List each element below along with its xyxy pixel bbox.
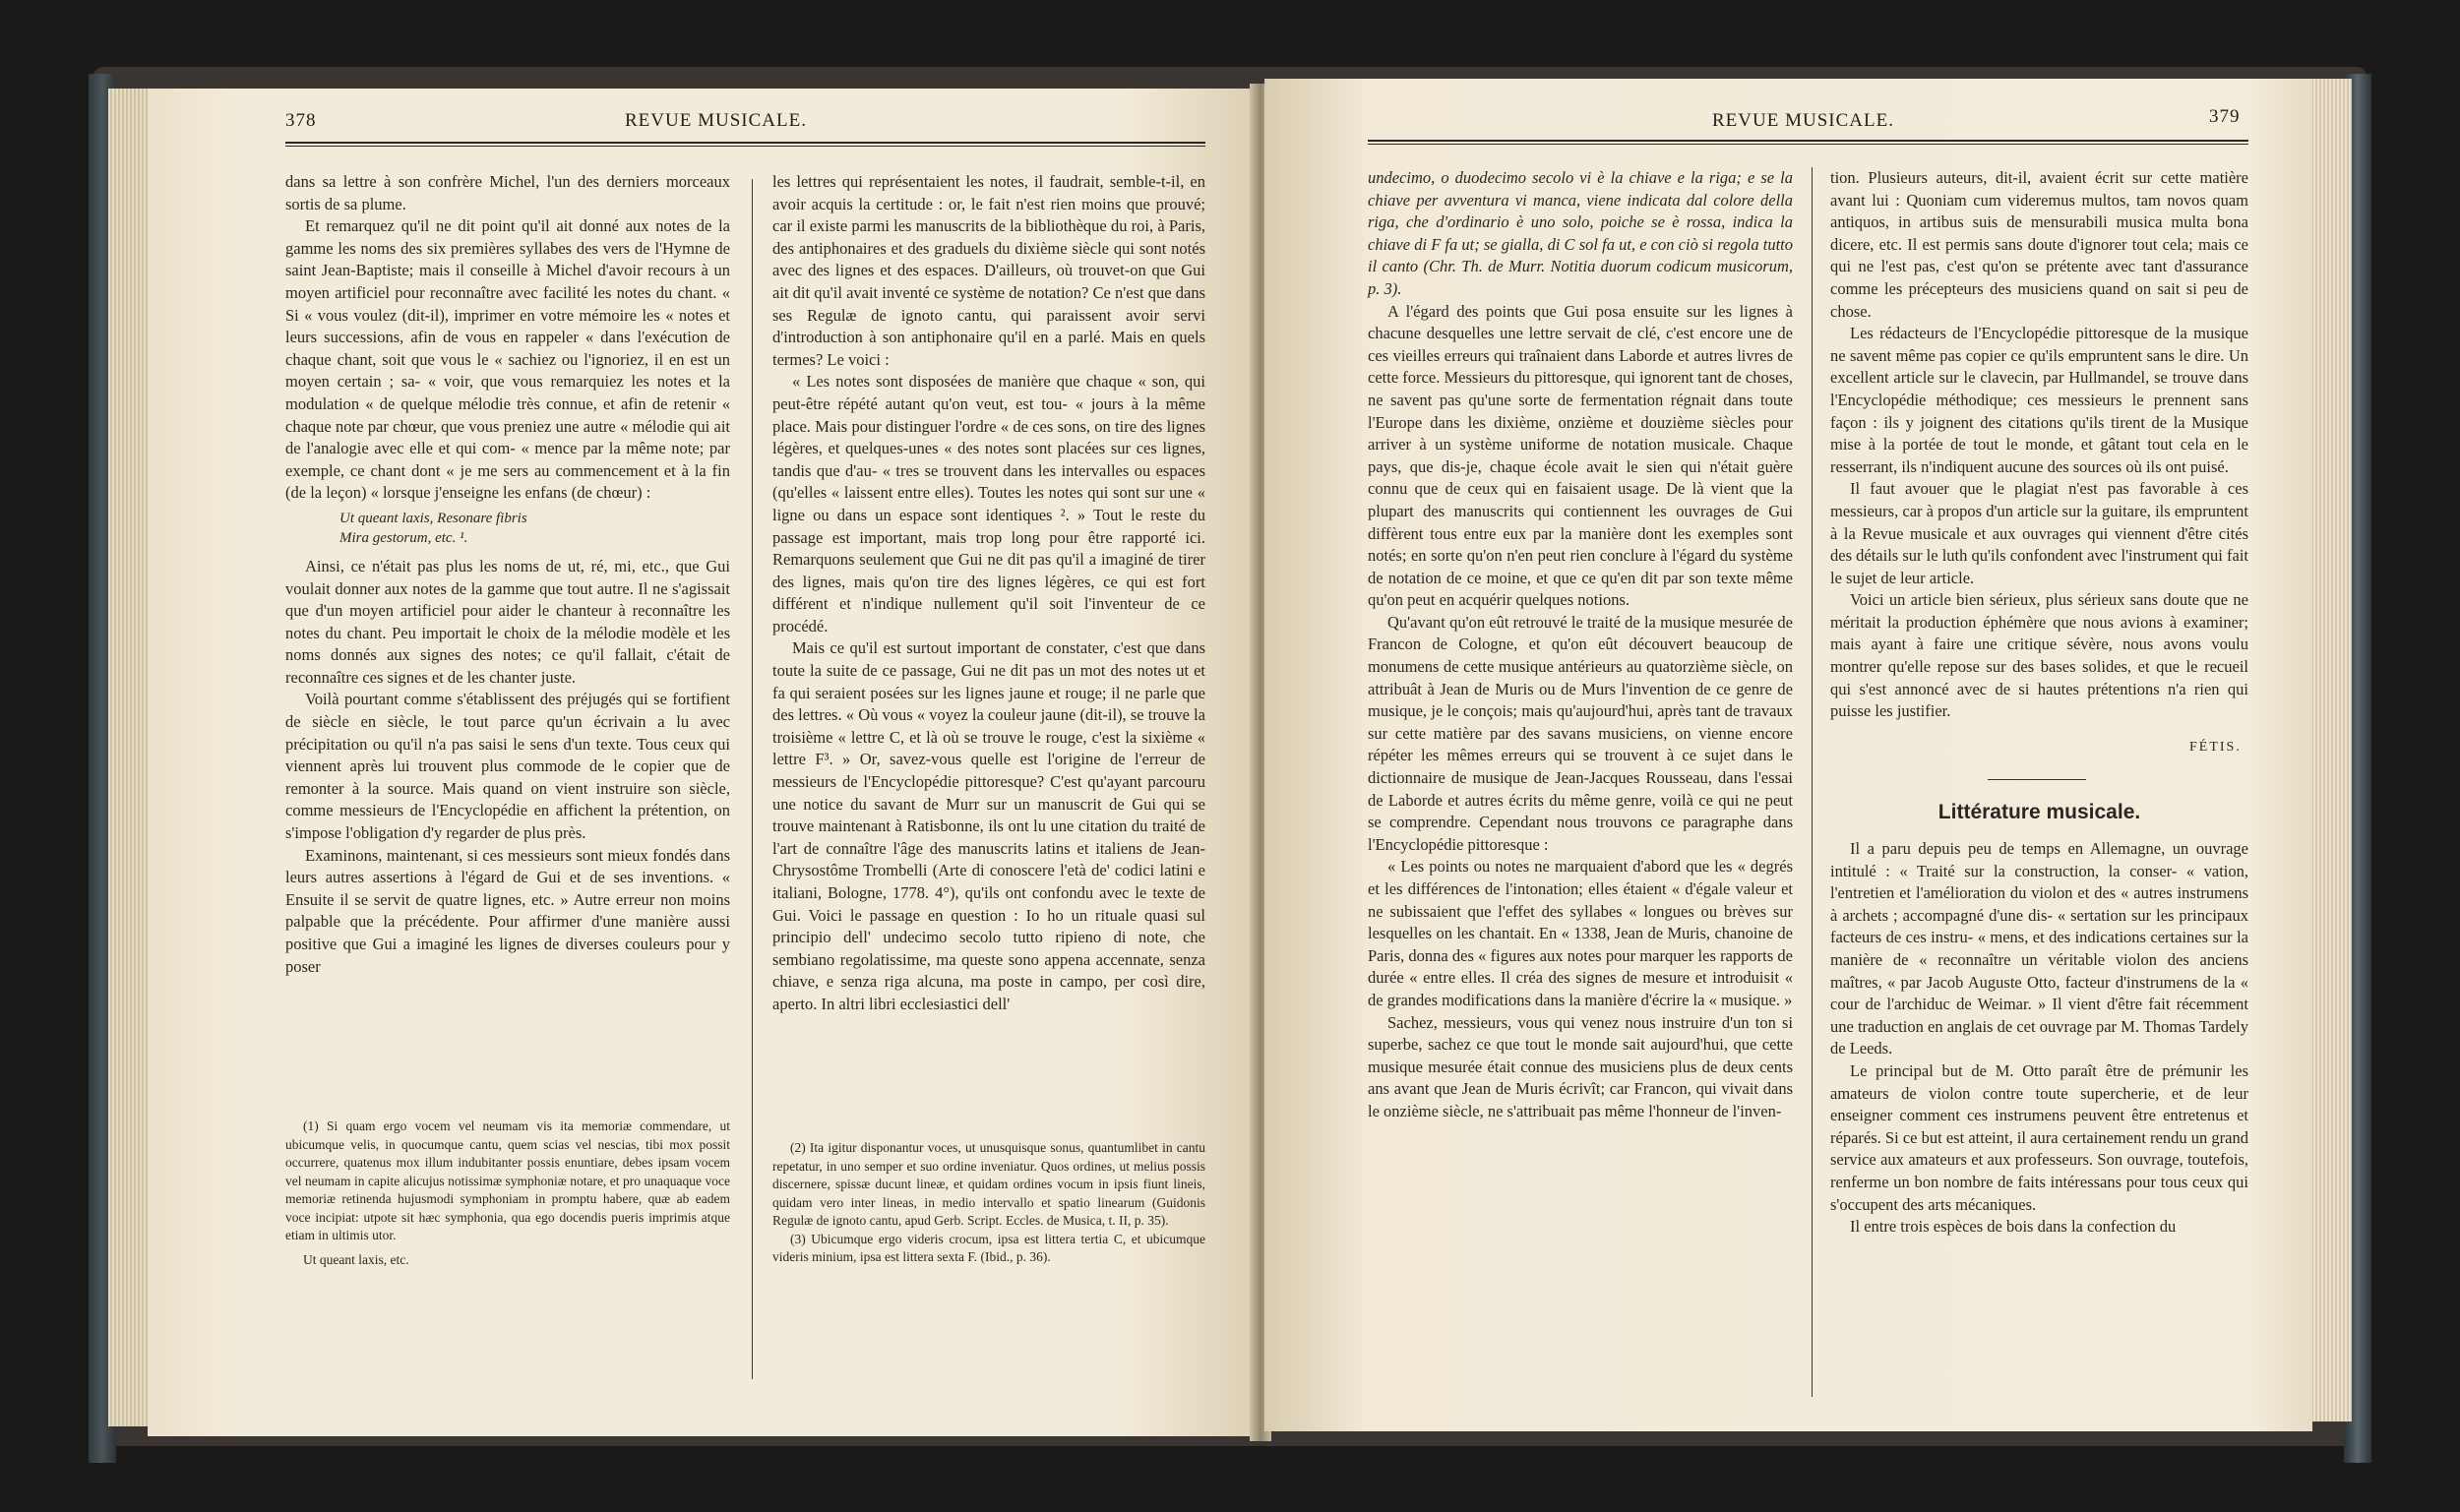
paragraph: les lettres qui représentaient les notes, il faudrait, semble-t-il, en avoir acquis la certitude : or, le fait n'est rien moins que prouvé; car il existe parmi les manuscrits de la bibliothèque du roi, à Paris, des antiphonaires et des graduels du dixième siècle qui sont notés avec des lignes et des espaces. D'ailleurs, où trouvet-on que Gui ait dit qu'il avait inventé ce système de notation? Ce n'est que dans ses Regulæ de ignoto cantu, qui paraissent avoir servi d'introduction à son antiphonaire qu'il en a parlé. Mais en quels termes? Le voici : <box>772 172 1205 369</box>
paragraph: Ainsi, ce n'était pas plus les noms de ut, ré, mi, etc., que Gui voulait donner aux notes de la gamme que tout autre. Il ne s'agissait que d'un moyen artificiel pour aider le chanteur à reconnaître les notes du chant. Peu importait le choix de la mélodie modèle et les noms donnés aux signes des notes; ce qu'il fallait, c'était de reconnaître ces signes et de les chanter juste. <box>285 556 730 687</box>
quote-line: Mira gestorum, etc. ¹. <box>339 529 468 546</box>
page-number-right: 379 <box>2209 106 2241 127</box>
quote-line: Ut queant laxis, Resonare fibris <box>339 510 527 526</box>
header-rule-left <box>285 142 1205 144</box>
left-footnotes-col2 <box>772 1139 1205 1267</box>
paragraph: Voilà pourtant comme s'établissent des préjugés qui se fortifient de siècle en siècle, le tout parce qu'un écrivain a lu avec précipitation ou qu'il n'a pas saisi le sens d'un texte. Tous ceux qui viennent après lui trouvent plus commode de le copier que de remonter à la source. Mais quand on vient instruire son siècle, comme messieurs de l'Encyclopédie en affichent la prétention, on s'impose l'obligation d'y regarder de plus près. <box>285 690 730 843</box>
paragraph: Et remarquez qu'il ne dit point qu'il ait donné aux notes de la gamme les noms des six premières syllabes des vers de l'Hymne de saint Jean-Baptiste; mais il conseille à Michel d'avoir recours à un moyen artificiel pour reconnaître avec facilité les notes du chant. « Si « vous voulez (dit-il), imprimer en votre mémoire les « notes et leurs successions, afin de vous en rappeler « dans l'exécution de chaque chant, soit que vous le « sachiez ou l'ignoriez, il en est un moyen certain ; sa- « voir, que vous remarquiez les notes et la modulation « de quelque mélodie très connue, et afin de retenir « chaque note par chœur, que vous preniez une autre « mélodie qui ait de l'analogie avec elle et qui com- « mence par la même note; par exemple, ce chant dont « je me sers au commencement et à la fin (de la leçon) « lorsque j'enseigne les enfans (de chœur) : <box>285 216 730 503</box>
footnote: (3) Ubicumque ergo videris crocum, ipsa est littera tertia C, et ubicumque videris minium, ipsa est littera sexta F. (Ibid., p. 36). <box>772 1231 1205 1264</box>
paragraph: Il entre trois espèces de bois dans la confection du <box>1850 1217 2177 1237</box>
paragraph: Le principal but de M. Otto paraît être de prémunir les amateurs de violon contre toute supercherie, et de leur enseigner comment ces instrumens peuvent être entretenus et réparés. Si ce but est atteint, il aura certainement rendu un grand service aux amateurs et aux professeurs. Son ouvrage, toutefois, renferme un bon nombre de faits intéressans pour tous ceux qui s'occupent des arts mécaniques. <box>1830 1060 2248 1214</box>
paragraph: « Les points ou notes ne marquaient d'abord que les « degrés et les différences de l'intonation; elles étaient « d'égale valeur et ne subissaient que l'effet des syllabes « longues ou brèves sur lesquelles on les chantait. En « 1338, Jean de Muris, chanoine de Paris, donna des « figures aux notes pour marquer les rapports de durée « entre elles. Il créa des signes de mesure et introduisit « de grandes modifications dans la manière d'écrire la « musique. » <box>1368 857 1793 1009</box>
running-title-right: REVUE MUSICALE. <box>1712 110 1894 131</box>
paragraph: Qu'avant qu'on eût retrouvé le traité de la musique mesurée de Francon de Cologne, et qu'on eût découvert beaucoup de monumens de cette musique antérieurs au quatorzième siècle, on attribuât à Jean de Muris ou de Murs l'invention de ce genre de musique, je le conçois; mais qu'aujourd'hui, après tant de travaux sur cette matière par des savans musiciens, on vienne encore répéter les mêmes erreurs qui se trouvent à ce sujet dans le dictionnaire de musique de Jean-Jacques Rousseau, dans l'essai de Laborde et autres écrits du même genre, voilà ce qui ne peut se comprendre. Cependant nous trouvons ce paragraphe dans l'Encyclopédie pittoresque : <box>1368 612 1793 854</box>
paragraph: Voici un article bien sérieux, plus sérieux sans doute que ne méritait la production éphémère que nous avions à examiner; mais ayant à faire une critique sévère, nous avons voulu montrer qu'elle repose sur des bases solides, et que le recueil qui s'est annoncé avec de si hautes prétentions n'a rien qui puisse les justifier. <box>1830 590 2248 721</box>
hymn-quote <box>285 509 730 548</box>
paragraph: A l'égard des points que Gui posa ensuite sur les lignes à chacune desquelles une lettre servait de clé, c'est encore une de ces vieilles erreurs qui traînaient dans Laborde et autres livres de cette force. Messieurs du pittoresque, qui ignorent tant de choses, ne savent pas qu'une sorte de fermentation régnait dans toute l'Europe dans les dixième, onzième et douzième siècles pour arriver à un système uniforme de notation musicale. Chaque pays, que dis-je, chaque école avait le sien qui n'était guère connu que de ceux qui en faisaient usage. De là vient que la plupart des manuscrits qui contiennent les ouvrages de Gui diffèrent tous entre eux par la manière dont les exemples sont notés; en sorte qu'on n'en peut rien conclure à l'égard du système de notation de ce moine, et que ce qu'en dit par son texte même qu'on peut en acquérir quelques notions. <box>1368 301 1793 610</box>
paragraph: Les rédacteurs de l'Encyclopédie pittoresque de la musique ne savent même pas copier ce qu'ils empruntent sans le dire. Un excellent article sur le clavecin, par Hullmandel, se trouve dans l'Encyclopédie méthodique; ces messieurs le prennent sans façon : ils y joignent des citations qu'ils tirent de la Musique mise à la portée de tout le monde, et gâtant tout cela en le resserrant, ils n'indiquent aucune des sources où ils ont puisé. <box>1830 324 2248 476</box>
page-stack-left <box>108 89 153 1426</box>
section-divider <box>1988 779 2086 780</box>
paragraph: dans sa lettre à son confrère Michel, l'un des derniers morceaux sortis de sa plume. <box>285 172 730 213</box>
left-page-column-1 <box>285 171 730 978</box>
left-footnotes-col1 <box>285 1118 730 1269</box>
paragraph: undecimo, o duodecimo secolo vi è la chiave e la riga; e se la chiave per avventura vi manca, viene indicata dal colore della riga, che d'ordinario è uno solo, poiche se è rossa, indica la chiave di F fa ut; se gialla, di C sol fa ut, e con ciò si regola tutto il canto (Chr. Th. de Murr. Notitia duorum codicum musicorum, p. 3). <box>1368 168 1793 298</box>
paragraph: « Les notes sont disposées de manière que chaque « son, qui peut-être répété autant qu'on veut, est tou- « jours à la même place. Mais pour distinguer l'ordre « de ces sons, on tire des lignes légères, et quelques-unes « des notes sont placées sur ces lignes, tandis que d'au- « tres se trouvent dans les intervalles ou espaces (qu'elles « laissent entre elles). Toutes les notes qui sont sur une « ligne ou dans un espace sont identiques ². » Tout le reste du passage est important, mais trop long pour être rapporté ici. Remarquons seulement que Gui ne dit pas qu'il a imaginé de tirer des lignes, mais qu'on tire des lignes légères, ce qui est fort différent et n'indique nullement qu'il soit l'inventeur de ce procédé. <box>772 372 1205 635</box>
page-stack-right <box>2307 79 2352 1421</box>
right-page-column-2 <box>1830 167 2248 723</box>
left-page <box>148 89 1255 1436</box>
column-divider-right <box>1812 167 1813 1397</box>
right-page-column-2-continued <box>1830 838 2248 1239</box>
paragraph: Il faut avouer que le plagiat n'est pas favorable à ces messieurs, car à propos d'un article sur la guitare, ils empruntent à la Revue musicale et aux ouvrages qui viennent d'être cités des détails sur le luth qu'ils confondent avec l'instrument qui fait le sujet de leur article. <box>1830 479 2248 587</box>
running-title-left: REVUE MUSICALE. <box>625 110 807 131</box>
column-divider-left <box>752 179 753 1379</box>
page-number-left: 378 <box>285 110 317 131</box>
paragraph: Il a paru depuis peu de temps en Allemagne, un ouvrage intitulé : « Traité sur la construction, la conser- « vation, l'entretien et l'amélioration du violon et des « autres instrumens à archets ; accompagné d'une dis- « sertation sur les principaux facteurs de ces instru- « mens, et des indications certaines sur la manière de « reconnaître un véritable violon des anciens maîtres, « par Jacob Auguste Otto, facteur d'instrumens de la « cour de l'archiduc de Weimar. » Il vient d'être fait récemment une traduction en anglais de cet ouvrage par M. Thomas Tardely de Leeds. <box>1830 839 2248 1058</box>
section-heading: Littérature musicale. <box>1937 801 2141 823</box>
footnote-quote: Ut queant laxis, etc. <box>303 1251 409 1267</box>
paragraph: Mais ce qu'il est surtout important de constater, c'est que dans toute la suite de ce passage, Gui ne dit pas un mot des notes ut et fa qui seraient posées sur les lignes jaune et rouge; il ne parle que des lettres. « Où vous « voyez la couleur jaune (dit-il), se trouve la troisième « lettre C, et là où se trouve le rouge, c'est la sixième « lettre F³. » Or, savez-vous quelle est l'origine de l'erreur de messieurs de l'Encyclopédie pittoresque? C'est qu'ayant parcouru une notice du savant de Murr sur un manuscrit de Gui qui se trouve maintenant à Ratisbonne, ils ont lu une citation du traité de l'art de connaître l'âge des manuscrits latins et italiens de Jean-Chrysostôme Trombelli (Arte di conoscere l'età de' codici latini e italiani, Bologne, 1778. 4°), qu'ils ont confondu avec le texte de Gui. Voici le passage en question : Io ho un rituale quasi sul principio dell' undecimo secolo tutto ripieno di note, che sembiano regolatissime, ma queste sono appena accennate, senza chiave, e senza riga alcuna, ma poste in campo, per così dire, aperto. In altri libri ecclesiastici dell' <box>772 638 1205 1013</box>
footnote: (1) Si quam ergo vocem vel neumam vis ita memoriæ commendare, ut ubicumque velis, in quocumque cantu, quem scias vel nescias, tibi mox possit occurrere, quatenus mox illum indubitanter possis enuntiare, debes ipsam vocem vel neumam in capite alicujus notissimæ symphoniæ notare, et pro unaquaque voce memoriæ retinenda hujusmodi symphoniam in promptu habere, quæ ab eadem voce incipiat: utpote sit hæc symphonia, qua ego docendis pueris imprimis atque etiam in ultimis utor. <box>285 1119 730 1242</box>
footnote: (2) Ita igitur disponantur voces, ut unusquisque sonus, quantumlibet in cantu repetatur, in uno semper et suo ordine inveniatur. Quos ordines, ut melius possis discernere, spissæ ducunt lineæ, et quidam ordines vocum in ipsis fiunt lineis, quidam vero inter lineas, in medio intervallo et spatio linearum (Guidonis Regulæ de ignoto cantu, apud Gerb. Script. Eccles. de Musica, t. II, p. 35). <box>772 1140 1205 1228</box>
right-page <box>1264 79 2312 1431</box>
paragraph: Sachez, messieurs, vous qui venez nous instruire d'un ton si superbe, sachez ce que tout le monde sait aujourd'hui, que cette musique mesurée était connue des musiciens plus de deux cents ans avant que Jean de Muris écrivît; car Francon, qui vivait dans le onzième siècle, ne s'attribuait pas même l'honneur de l'inven- <box>1368 1012 1793 1120</box>
author-signature: FÉTIS. <box>2189 740 2242 755</box>
header-rule-right <box>1368 140 2248 142</box>
left-page-column-2 <box>772 171 1205 1016</box>
header-rule-left-thin <box>285 146 1205 147</box>
paragraph: Examinons, maintenant, si ces messieurs sont mieux fondés dans leurs autres assertions à l'égard de Gui et de ses inventions. « Ensuite il se servit de quatre lignes, etc. » Autre erreur non moins palpable que la précédente. Pour affirmer d'une manière aussi positive que Gui a imaginé les lignes de diverses couleurs pour y poser <box>285 845 730 976</box>
right-page-column-1 <box>1368 167 1793 1123</box>
header-rule-right-thin <box>1368 144 2248 145</box>
paragraph: tion. Plusieurs auteurs, dit-il, avaient écrit sur cette matière avant lui : Quoniam cum videremus multos, tam novos quam antiquos, in artibus suis de mensurabili musica multa bona dicere, etc. Il est permis sans doute d'ignorer tout cela; mais ce qui ne l'est pas, c'est qu'on se prétente avec tant d'assurance comme les précepteurs des musiciens quand on sait si peu de chose. <box>1830 168 2248 321</box>
